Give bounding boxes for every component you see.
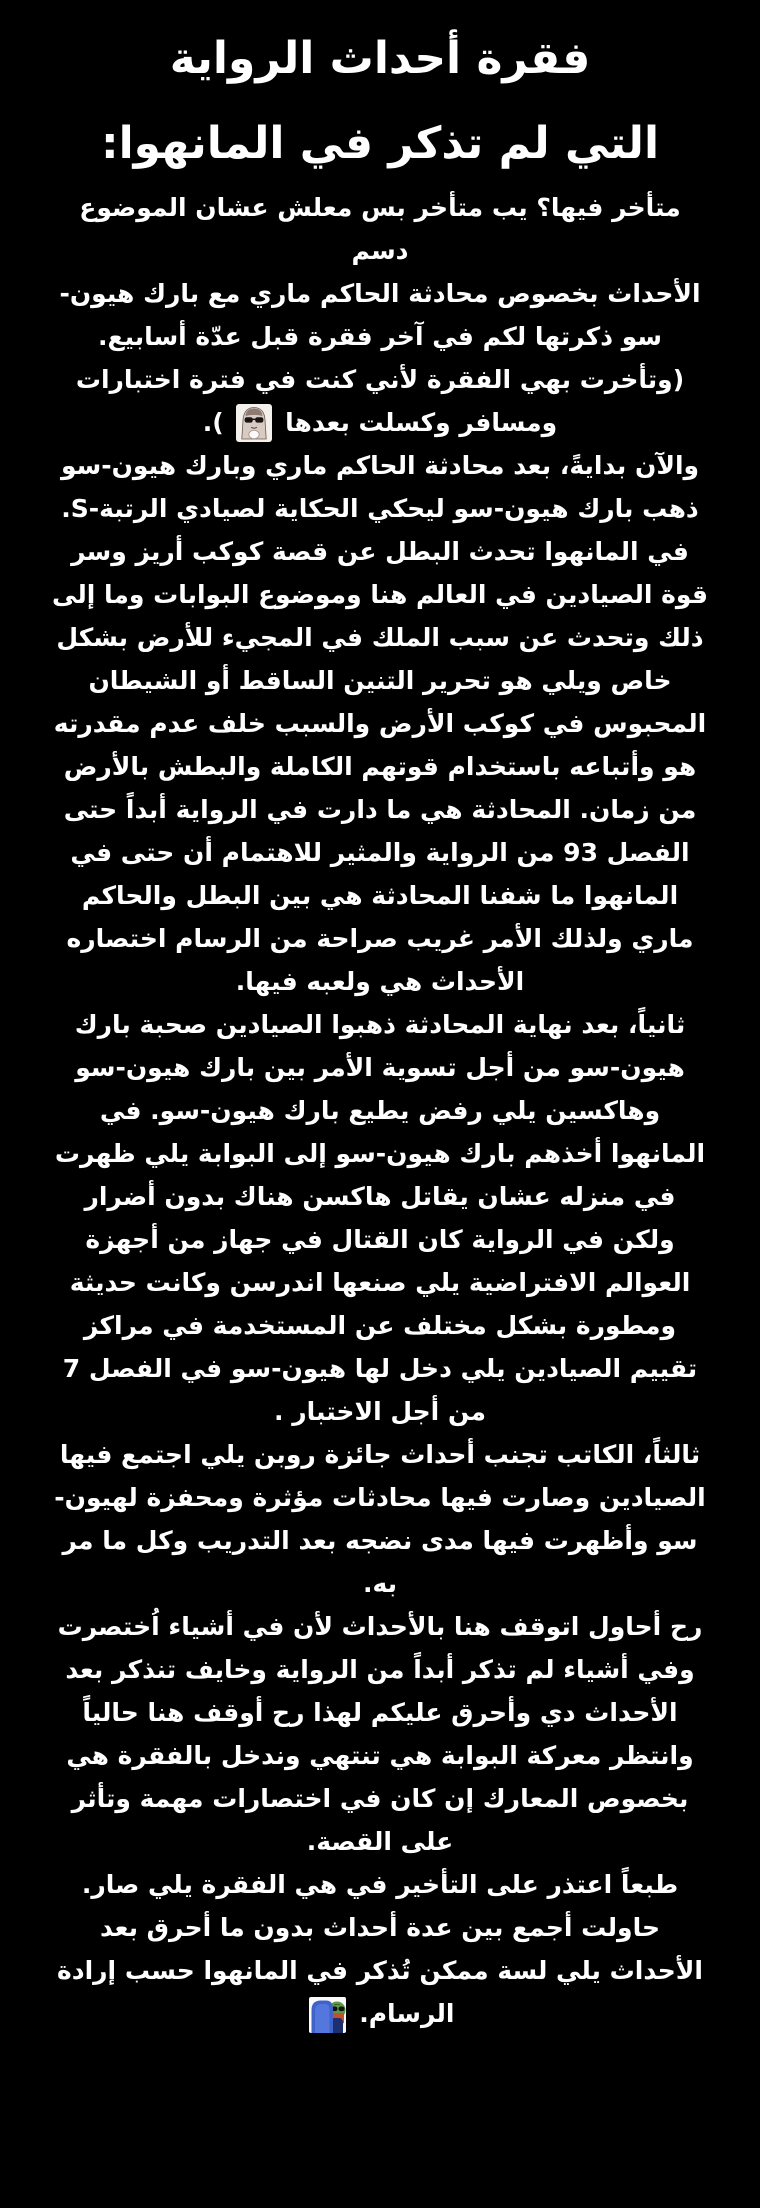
pepe-behind-chair-icon — [309, 1997, 346, 2033]
context-text-after: ). — [202, 408, 224, 437]
context-text: الأحداث بخصوص محادثة الحاكم ماري مع بارك هيون-سو ذكرتها لكم في آخر فقرة قبل عدّة أسابيع. (وتأخرت بهي الفقرة لأني كنت في فترة اختبارات ومسافر وكسلت بعدها — [59, 279, 701, 437]
first-point-paragraph: والآن بدايةً، بعد محادثة الحاكم ماري وبارك هيون-سو ذهب بارك هيون-سو ليحكي الحكاية لصيادي الرتبة-S. في المانهوا تحدث البطل عن قصة كوكب أريز وسر قوة الصيادين في العالم هنا وموضوع البوابات وما إلى ذلك وتحدث عن سبب الملك في المجيء للأرض بشكل خاص ويلي هو تحرير التنين الساقط أو الشيطان المحبوس في كوكب الأرض والسبب خلف عدم مقدرته هو وأتباعه باستخدام قوتهم الكاملة والبطش بالأرض من زمان. المحادثة هي ما دارت في الرواية أبداً حتى الفصل 93 من الرواية والمثير للاهتمام أن حتى في المانهوا ما شفنا المحادثة هي بين البطل والحاكم ماري ولذلك الأمر غريب صراحة من الرسام اختصاره الأحداث هي ولعبه فيها. — [52, 451, 708, 996]
intro-paragraph: متأخر فيها؟ يب متأخر بس معلش عشان الموضوع دسم — [79, 193, 681, 265]
post-title-line2: التي لم تذكر في المانهوا: — [100, 118, 660, 169]
apology-paragraph — [50, 1863, 710, 2035]
post-title — [50, 16, 710, 186]
apology-text: طبعاً اعتذر على التأخير في هي الفقرة يلي صار. حاولت أجمع بين عدة أحداث بدون ما أحرق بعد الأحداث يلي لسة ممكن تُذكر في المانهوا حسب إرادة الرسام. — [57, 1870, 703, 2028]
post-title-line1: فقرة أحداث الرواية — [169, 33, 591, 84]
context-paragraph — [50, 272, 710, 444]
closing-paragraph: رح أحاول اتوقف هنا بالأحداث لأن في أشياء اُختصرت وفي أشياء لم تذكر أبداً من الرواية وخايف تنذكر بعد الأحداث دي وأحرق عليكم لهذا رح أوقف هنا حالياً وانتظر معركة البوابة هي تنتهي وندخل بالفقرة هي بخصوص المعارك إن كان في اختصارات مهمة وتأثر على القصة. — [57, 1612, 703, 1856]
second-point-paragraph: ثانياً، بعد نهاية المحادثة ذهبوا الصيادين صحبة بارك هيون-سو من أجل تسوية الأمر بين بارك هيون-سو وهاكسين يلي رفض يطيع بارك هيون-سو. في المانهوا أخذهم بارك هيون-سو إلى البوابة يلي ظهرت في منزله عشان يقاتل هاكسن هناك بدون أضرار ولكن في الرواية كان القتال في جهاز من أجهزة العوالم الافتراضية يلي صنعها اندرسن وكانت حديثة ومطورة بشكل مختلف عن المستخدمة في مراكز تقييم الصيادين يلي دخل لها هيون-سو في الفصل 7 من أجل الاختبار . — [54, 1010, 706, 1426]
ghost-with-sunglasses-icon — [236, 404, 272, 442]
third-point-paragraph: ثالثاً، الكاتب تجنب أحداث جائزة روبن يلي اجتمع فيها الصيادين وصارت فيها محادثات مؤثرة ومحفزة لهيون-سو وأظهرت فيها مدى نضجه بعد التدريب وكل ما مر به. — [54, 1440, 706, 1598]
